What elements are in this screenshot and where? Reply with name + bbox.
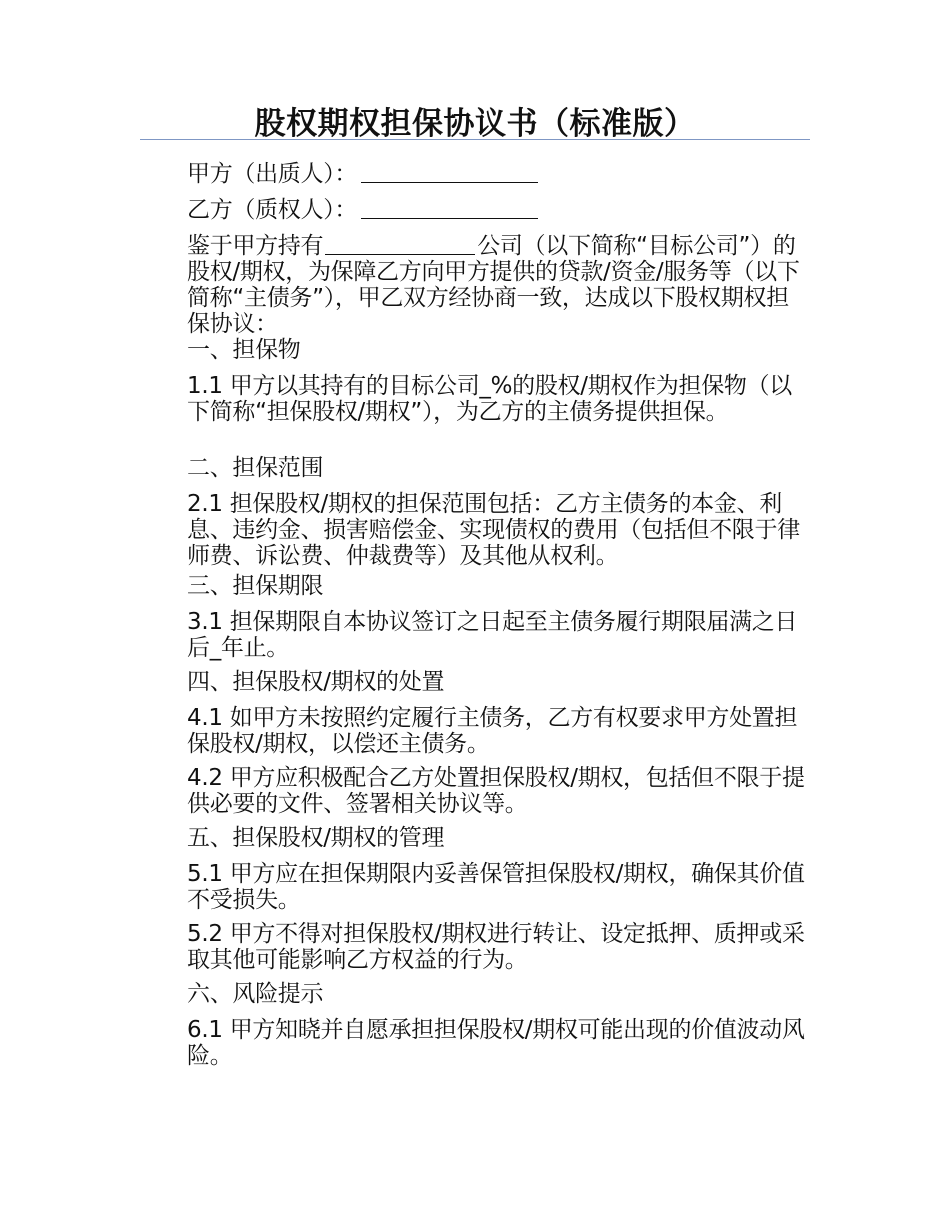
section-4-heading: 四、担保股权/期权的处置: [187, 669, 445, 695]
clause-5-2: 5.2 甲方不得对担保股权/期权进行转让、设定抵押、质押或采取其他可能影响乙方权益的行为。: [187, 921, 805, 973]
party-b-line: [140, 197, 810, 223]
intro-paragraph: [140, 233, 810, 337]
section-3-heading: 三、担保期限: [187, 573, 324, 599]
section-1-heading: 一、担保物: [187, 337, 301, 363]
clause-6-1: 6.1 甲方知晓并自愿承担担保股权/期权可能出现的价值波动风险。: [187, 1017, 805, 1069]
intro-part1: 鉴于甲方持有: [187, 233, 324, 259]
party-b-blank: [361, 198, 538, 219]
intro-part2: 公司（以下简称“目标公司”）的股权/期权，为保障乙方向甲方提供的贷款/资金/服务等（以下简称“主债务”），甲乙双方经协商一致，达成以下股权期权担保协议：: [187, 233, 800, 337]
section-5-heading: 五、担保股权/期权的管理: [187, 825, 445, 851]
title-underline: [140, 139, 810, 140]
party-a-label: 甲方（出质人）：: [187, 161, 358, 187]
section-6-heading: 六、风险提示: [187, 981, 324, 1007]
party-a-line: [140, 161, 810, 187]
clause-2-1: 2.1 担保股权/期权的担保范围包括：乙方主债务的本金、利息、违约金、损害赔偿金、实现债权的费用（包括但不限于律师费、诉讼费、仲裁费等）及其他从权利。: [187, 491, 800, 569]
clause-3-1: 3.1 担保期限自本协议签订之日起至主债务履行期限届满之日后_年止。: [187, 609, 798, 661]
clause-1-1: 1.1 甲方以其持有的目标公司_%的股权/期权作为担保物（以下简称“担保股权/期权”），为乙方的主债务提供担保。: [187, 373, 792, 425]
clause-4-1: 4.1 如甲方未按照约定履行主债务，乙方有权要求甲方处置担保股权/期权，以偿还主债务。: [187, 705, 798, 757]
section-2-heading: 二、担保范围: [187, 455, 324, 481]
document-title: 股权期权担保协议书（标准版）: [254, 106, 696, 142]
clause-5-1: 5.1 甲方应在担保期限内妥善保管担保股权/期权，确保其价值不受损失。: [187, 861, 805, 913]
party-b-label: 乙方（质权人）：: [187, 197, 358, 223]
clause-4-2: 4.2 甲方应积极配合乙方处置担保股权/期权，包括但不限于提供必要的文件、签署相关协议等。: [187, 765, 805, 817]
company-name-blank: [325, 234, 475, 255]
party-a-blank: [361, 162, 538, 183]
